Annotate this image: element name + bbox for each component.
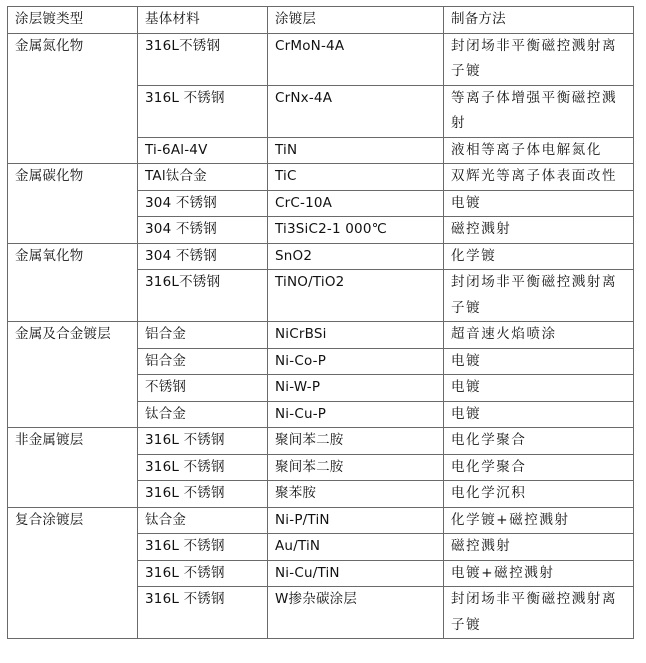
method-cell: 封闭场非平衡磁控溅射离子镀 <box>444 270 634 322</box>
header-substrate: 基体材料 <box>138 7 268 34</box>
table-row <box>8 164 634 191</box>
coating-cell: CrNx-4A <box>268 85 444 137</box>
substrate-cell: 316L不锈钢 <box>138 270 268 322</box>
coating-cell: 聚间苯二胺 <box>268 454 444 481</box>
substrate-cell: TAl钛合金 <box>138 164 268 191</box>
coating-cell: 聚苯胺 <box>268 481 444 508</box>
method-cell: 超音速火焰喷涂 <box>444 322 634 349</box>
method-cell: 电镀 <box>444 401 634 428</box>
coating-cell: Ni-W-P <box>268 375 444 402</box>
coating-cell: NiCrBSi <box>268 322 444 349</box>
header-method: 制备方法 <box>444 7 634 34</box>
coating-cell: Ni-Co-P <box>268 348 444 375</box>
method-cell: 化学镀+磁控溅射 <box>444 507 634 534</box>
coating-type-cell: 金属碳化物 <box>8 164 138 244</box>
header-coating: 涂镀层 <box>268 7 444 34</box>
substrate-cell: 铝合金 <box>138 322 268 349</box>
substrate-cell: 316L 不锈钢 <box>138 454 268 481</box>
table-row <box>8 507 634 534</box>
table-row <box>8 322 634 349</box>
coating-cell: W掺杂碳涂层 <box>268 587 444 639</box>
substrate-cell: 316L 不锈钢 <box>138 587 268 639</box>
substrate-cell: 钛合金 <box>138 507 268 534</box>
substrate-cell: 316L 不锈钢 <box>138 534 268 561</box>
coating-cell: CrMoN-4A <box>268 33 444 85</box>
coating-type-cell: 金属及合金镀层 <box>8 322 138 428</box>
table-row <box>8 428 634 455</box>
substrate-cell: 304 不锈钢 <box>138 217 268 244</box>
coating-type-cell: 非金属镀层 <box>8 428 138 508</box>
coating-cell: Ni-Cu-P <box>268 401 444 428</box>
substrate-cell: 316L不锈钢 <box>138 33 268 85</box>
method-cell: 电镀 <box>444 348 634 375</box>
method-cell: 封闭场非平衡磁控溅射离子镀 <box>444 587 634 639</box>
method-cell: 电镀 <box>444 190 634 217</box>
substrate-cell: 316L 不锈钢 <box>138 428 268 455</box>
method-cell: 电化学聚合 <box>444 428 634 455</box>
coating-type-cell: 金属氮化物 <box>8 33 138 164</box>
coating-table <box>7 6 634 639</box>
coating-cell: TiC <box>268 164 444 191</box>
coating-cell: TiNO/TiO2 <box>268 270 444 322</box>
coating-cell: TiN <box>268 137 444 164</box>
method-cell: 磁控溅射 <box>444 217 634 244</box>
table-row <box>8 243 634 270</box>
substrate-cell: Ti-6Al-4V <box>138 137 268 164</box>
substrate-cell: 316L 不锈钢 <box>138 481 268 508</box>
substrate-cell: 钛合金 <box>138 401 268 428</box>
coating-cell: 聚间苯二胺 <box>268 428 444 455</box>
coating-table-container <box>7 6 633 639</box>
coating-cell: Ni-P/TiN <box>268 507 444 534</box>
coating-cell: CrC-10A <box>268 190 444 217</box>
coating-type-cell: 复合涂镀层 <box>8 507 138 639</box>
method-cell: 电化学沉积 <box>444 481 634 508</box>
method-cell: 电化学聚合 <box>444 454 634 481</box>
method-cell: 电镀 <box>444 375 634 402</box>
header-coating-type: 涂层镀类型 <box>8 7 138 34</box>
coating-cell: Ni-Cu/TiN <box>268 560 444 587</box>
table-header <box>8 7 634 34</box>
substrate-cell: 316L 不锈钢 <box>138 85 268 137</box>
table-body <box>8 33 634 639</box>
substrate-cell: 316L 不锈钢 <box>138 560 268 587</box>
method-cell: 封闭场非平衡磁控溅射离子镀 <box>444 33 634 85</box>
table-row <box>8 33 634 85</box>
coating-cell: Ti3SiC2-1 000℃ <box>268 217 444 244</box>
coating-cell: SnO2 <box>268 243 444 270</box>
method-cell: 双辉光等离子体表面改性 <box>444 164 634 191</box>
method-cell: 等离子体增强平衡磁控溅射 <box>444 85 634 137</box>
substrate-cell: 304 不锈钢 <box>138 243 268 270</box>
substrate-cell: 不锈钢 <box>138 375 268 402</box>
coating-type-cell: 金属氧化物 <box>8 243 138 322</box>
substrate-cell: 铝合金 <box>138 348 268 375</box>
substrate-cell: 304 不锈钢 <box>138 190 268 217</box>
method-cell: 磁控溅射 <box>444 534 634 561</box>
method-cell: 化学镀 <box>444 243 634 270</box>
coating-cell: Au/TiN <box>268 534 444 561</box>
header-row <box>8 7 634 34</box>
method-cell: 电镀+磁控溅射 <box>444 560 634 587</box>
method-cell: 液相等离子体电解氮化 <box>444 137 634 164</box>
